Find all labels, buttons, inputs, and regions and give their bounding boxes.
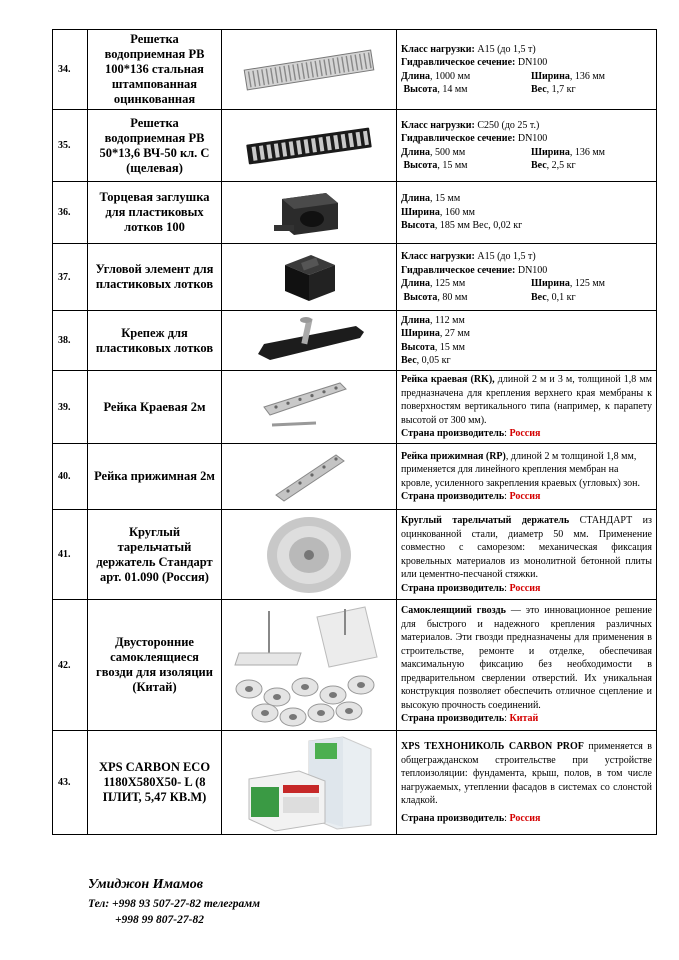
product-description: Самоклеящиий гвоздь — это инновационное решение для быстрого и надежного крепления различных материалов. Эти гвозди предназначены для применения в строительстве, ремонте и отделке, обеспечивая максимальную фиксацию без необходимости в предварительном сверлении отверстий. Их уникальная конструкция позволяет обеспечить отличное сцепление и высокую прочность соединений. Страна производитель: Китай <box>397 600 657 731</box>
product-name: XPS CARBON ECO 1180X580X50- L (8 ПЛИТ, 5,47 КВ.М) <box>88 731 222 835</box>
product-specs: Длина, 15 мм Ширина, 160 мм Высота, 185 мм Вес, 0,02 кг <box>397 182 657 244</box>
xps-boards-icon <box>222 731 397 835</box>
corner-element-icon <box>222 244 397 311</box>
row-number: 40. <box>53 444 88 510</box>
table-row <box>53 444 657 510</box>
product-description: XPS ТЕХНОНИКОЛЬ CARBON PROF применяется в общегражданском строительстве при устройстве теплоизоляции: фундамента, крыш, полов, в том числе нагружаемых, утеплении фасадов в системах со слонстой кладкой. Страна производитель: Россия <box>397 731 657 835</box>
self-adhesive-nails-icon <box>222 600 397 731</box>
table-row <box>53 371 657 444</box>
row-number: 43. <box>53 731 88 835</box>
round-plate-holder-icon <box>222 510 397 600</box>
table-row <box>53 182 657 244</box>
product-name: Двусторонние самоклеящиеся гвозди для изоляции (Китай) <box>88 600 222 731</box>
product-description: Рейка прижимная (RP), длиной 2 м толщиной 1,8 мм, применяется для линейного крепления мембран на кровле, усиленного закрепления краевых (угловых) зон. Страна производитель: Россия <box>397 444 657 510</box>
steel-grate-icon <box>222 30 397 110</box>
clamp-rail-icon <box>222 444 397 510</box>
row-number: 35. <box>53 110 88 182</box>
product-description: Круглый тарельчатый держатель СТАНДАРТ из оцинкованной стали, диаметр 50 мм. Применение совместно с саморезом: механическая фиксация кровельных материалов из монолитной бетонной плиты или цементно-песчаной стяжки. Страна производитель: Россия <box>397 510 657 600</box>
row-number: 39. <box>53 371 88 444</box>
row-number: 41. <box>53 510 88 600</box>
product-name: Крепеж для пластиковых лотков <box>88 311 222 371</box>
country-value: Россия <box>509 582 541 594</box>
product-name: Рейка Краевая 2м <box>88 371 222 444</box>
product-specs: Класс нагрузки: A15 (до 1,5 т) Гидравлическое сечение: DN100 Длина, 125 мм Ширина, 125 мм Высота, 80 мм Вес, 0,1 кг <box>397 244 657 311</box>
product-specs: Класс нагрузки: C250 (до 25 т.) Гидравлическое сечение: DN100 Длина, 500 мм Ширина, 136 мм Высота, 15 мм Вес, 2,5 кг <box>397 110 657 182</box>
product-name: Торцевая заглушка для пластиковых лотков 100 <box>88 182 222 244</box>
product-name: Решетка водоприемная РВ 50*13,6 ВЧ-50 кл. С (щелевая) <box>88 110 222 182</box>
country-value: Россия <box>509 428 541 440</box>
product-name: Рейка прижимная 2м <box>88 444 222 510</box>
end-cap-icon <box>222 182 397 244</box>
table-row <box>53 311 657 371</box>
row-number: 37. <box>53 244 88 311</box>
edge-rail-icon <box>222 371 397 444</box>
table-row <box>53 510 657 600</box>
product-name: Круглый тарельчатый держатель Стандарт арт. 01.090 (Россия) <box>88 510 222 600</box>
catalog-table <box>52 29 657 835</box>
country-value: Россия <box>509 812 541 824</box>
fastener-icon <box>222 311 397 371</box>
table-row <box>53 244 657 311</box>
row-number: 38. <box>53 311 88 371</box>
cast-iron-grate-icon <box>222 110 397 182</box>
table-row <box>53 30 657 110</box>
contact-name: Умиджон Имамов <box>88 877 203 892</box>
table-row <box>53 600 657 731</box>
product-specs: Класс нагрузки: A15 (до 1,5 т) Гидравлическое сечение: DN100 Длина, 1000 мм Ширина, 136 мм Высота, 14 мм Вес, 1,7 кг <box>397 30 657 110</box>
row-number: 42. <box>53 600 88 731</box>
product-description: Рейка краевая (RK), длиной 2 м и 3 м, толщиной 1,8 мм предназначена для крепления верхнего края мембраны к поверхностям вертикального типа (например, к парапету высотой от 300 мм). Страна производитель: Россия <box>397 371 657 444</box>
product-specs: Длина, 112 мм Ширина, 27 мм Высота, 15 мм Вес, 0,05 кг <box>397 311 657 371</box>
row-number: 34. <box>53 30 88 110</box>
product-name: Угловой элемент для пластиковых лотков <box>88 244 222 311</box>
contact-phone-1: Тел: +998 93 507-27-82 телеграмм <box>88 898 260 910</box>
contact-footer <box>88 877 260 928</box>
product-name: Решетка водоприемная РВ 100*136 стальная штампованная оцинкованная <box>88 30 222 110</box>
country-value: Китай <box>509 713 539 725</box>
table-row <box>53 731 657 835</box>
country-value: Россия <box>509 491 541 502</box>
contact-phone-2: +998 99 807-27-82 <box>115 914 204 926</box>
table-row <box>53 110 657 182</box>
row-number: 36. <box>53 182 88 244</box>
